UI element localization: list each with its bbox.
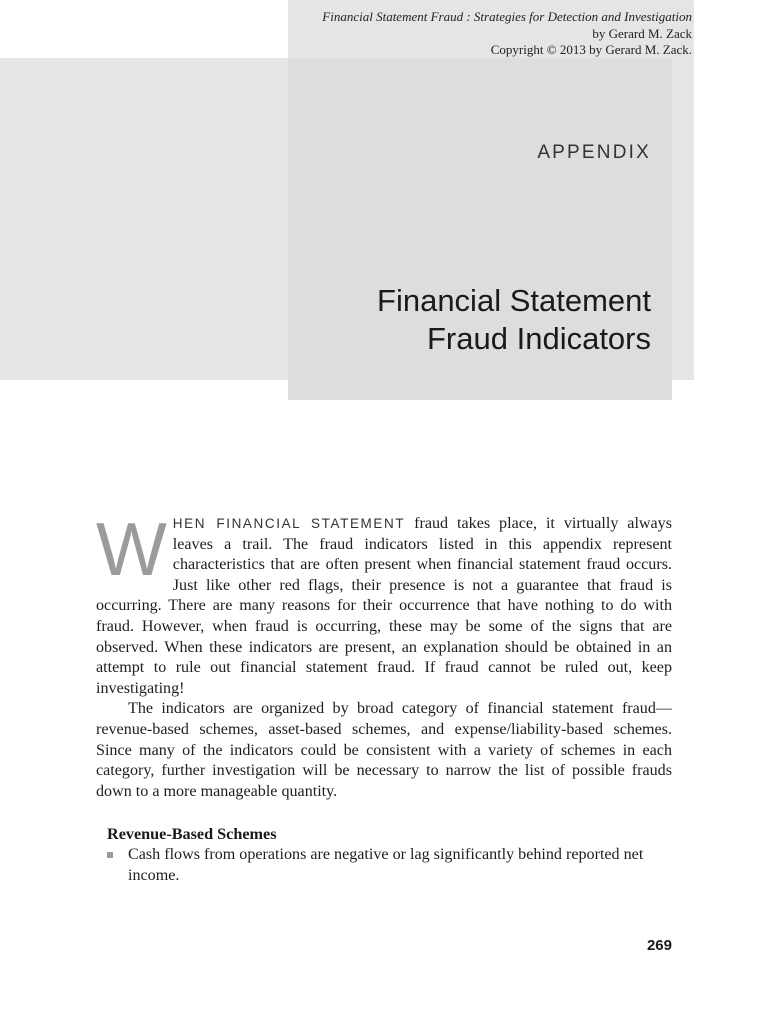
intro-paragraph [96, 507, 672, 699]
second-paragraph: The indicators are organized by broad category of financial statement fraud—revenue-based schemes, asset-based schemes, and expense/liability-based schemes. Since many of the indicators could be consistent with a variety of schemes in each category, further investigation will be necessary to narrow the list of possible frauds down to a more manageable quantity. [96, 700, 672, 800]
header-shade-right [672, 58, 694, 380]
body-text [96, 507, 672, 802]
appendix-label: APPENDIX [537, 142, 651, 163]
intro-paragraph-text: fraud takes place, it virtually always leaves a trail. The fraud indicators listed in this appendix represent characteristics that are often present when financial statement fraud occurs. Just like other red flags, their presence is not a guarantee that fraud is occurring. There are many reasons for their occurrence that have nothing to do with fraud. However, when fraud is occurring, these may be some of the signs that are observed. When these indicators are present, an explanation should be obtained in an attempt to rule out financial statement fraud. If fraud cannot be ruled out, keep investigating! [96, 515, 672, 697]
book-citation [192, 9, 692, 59]
chapter-title [231, 282, 651, 358]
section-heading: Revenue-Based Schemes [107, 825, 277, 843]
page-number: 269 [646, 937, 672, 954]
list-item-text: Cash flows from operations are negative or lag significantly behind reported net income. [128, 846, 644, 884]
chapter-title-line-2: Fraud Indicators [427, 321, 651, 356]
lead-in-smallcaps: HEN FINANCIAL STATEMENT [172, 516, 406, 531]
book-title: Financial Statement Fraud : Strategies for Detection and Investigation [322, 9, 692, 24]
book-copyright: Copyright © 2013 by Gerard M. Zack. [490, 42, 692, 57]
indicator-list [107, 845, 673, 886]
square-bullet-icon [107, 852, 113, 858]
list-item [107, 845, 673, 886]
drop-cap: W [96, 507, 167, 591]
chapter-title-line-1: Financial Statement [377, 283, 651, 318]
book-author: by Gerard M. Zack [592, 25, 692, 41]
